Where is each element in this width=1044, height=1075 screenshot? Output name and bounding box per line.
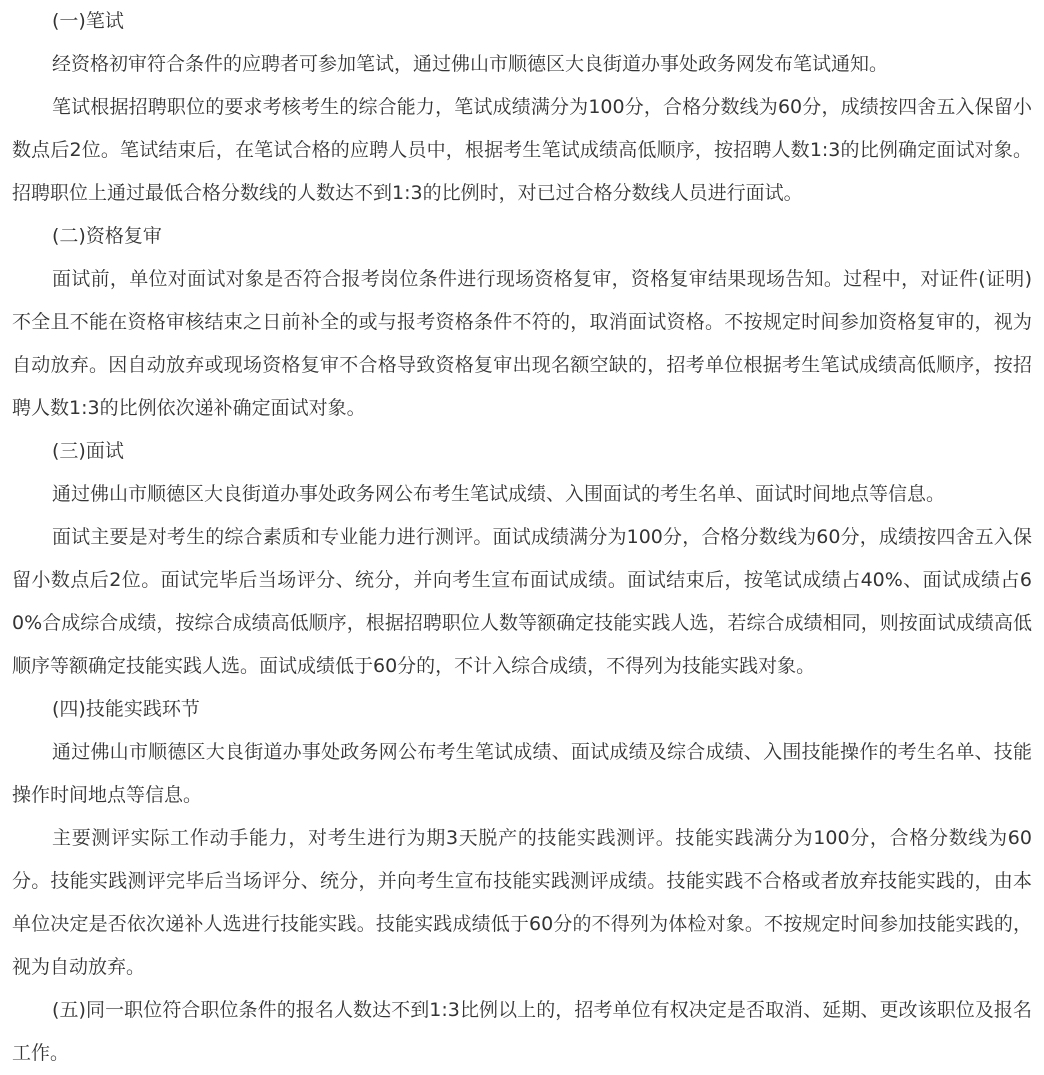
section-heading-skill-practice: (四)技能实践环节	[52, 698, 200, 720]
section-heading-qualification-review: (二)资格复审	[52, 225, 162, 247]
paragraph-skill-practice-notice: 通过佛山市顺德区大良街道办事处政务网公布考生笔试成绩、面试成绩及综合成绩、入围技能操作的考生名单、技能操作时间地点等信息。	[12, 741, 1032, 806]
section-heading-written-exam: (一)笔试	[52, 10, 124, 32]
paragraph-written-exam-notice: 经资格初审符合条件的应聘者可参加笔试，通过佛山市顺德区大良街道办事处政务网发布笔试通知。	[52, 53, 889, 75]
paragraph-written-exam-scoring: 笔试根据招聘职位的要求考核考生的综合能力，笔试成绩满分为100分，合格分数线为60分，成绩按四舍五入保留小数点后2位。笔试结束后，在笔试合格的应聘人员中，根据考生笔试成绩高低顺序，按招聘人数1:3的比例确定面试对象。招聘职位上通过最低合格分数线的人数达不到1:3的比例时，对已过合格分数线人员进行面试。	[12, 96, 1032, 204]
document-body	[12, 0, 1032, 1075]
section-heading-applicant-ratio: (五)同一职位符合职位条件的报名人数达不到1:3比例以上的，招考单位有权决定是否取消、延期、更改该职位及报名工作。	[12, 999, 1032, 1064]
section-heading-interview: (三)面试	[52, 440, 124, 462]
paragraph-qualification-review: 面试前，单位对面试对象是否符合报考岗位条件进行现场资格复审，资格复审结果现场告知。过程中，对证件(证明)不全且不能在资格审核结束之日前补全的或与报考资格条件不符的，取消面试资格。不按规定时间参加资格复审的，视为自动放弃。因自动放弃或现场资格复审不合格导致资格复审出现名额空缺的，招考单位根据考生笔试成绩高低顺序，按招聘人数1:3的比例依次递补确定面试对象。	[12, 268, 1032, 419]
paragraph-skill-practice-evaluation: 主要测评实际工作动手能力，对考生进行为期3天脱产的技能实践测评。技能实践满分为100分，合格分数线为60分。技能实践测评完毕后当场评分、统分，并向考生宣布技能实践测评成绩。技能实践不合格或者放弃技能实践的，由本单位决定是否依次递补人选进行技能实践。技能实践成绩低于60分的不得列为体检对象。不按规定时间参加技能实践的，视为自动放弃。	[12, 827, 1032, 978]
paragraph-interview-scoring: 面试主要是对考生的综合素质和专业能力进行测评。面试成绩满分为100分，合格分数线为60分，成绩按四舍五入保留小数点后2位。面试完毕后当场评分、统分，并向考生宣布面试成绩。面试结束后，按笔试成绩占40%、面试成绩占60%合成综合成绩，按综合成绩高低顺序，根据招聘职位人数等额确定技能实践人选，若综合成绩相同，则按面试成绩高低顺序等额确定技能实践人选。面试成绩低于60分的，不计入综合成绩，不得列为技能实践对象。	[12, 526, 1032, 677]
paragraph-interview-notice: 通过佛山市顺德区大良街道办事处政务网公布考生笔试成绩、入围面试的考生名单、面试时间地点等信息。	[52, 483, 946, 505]
